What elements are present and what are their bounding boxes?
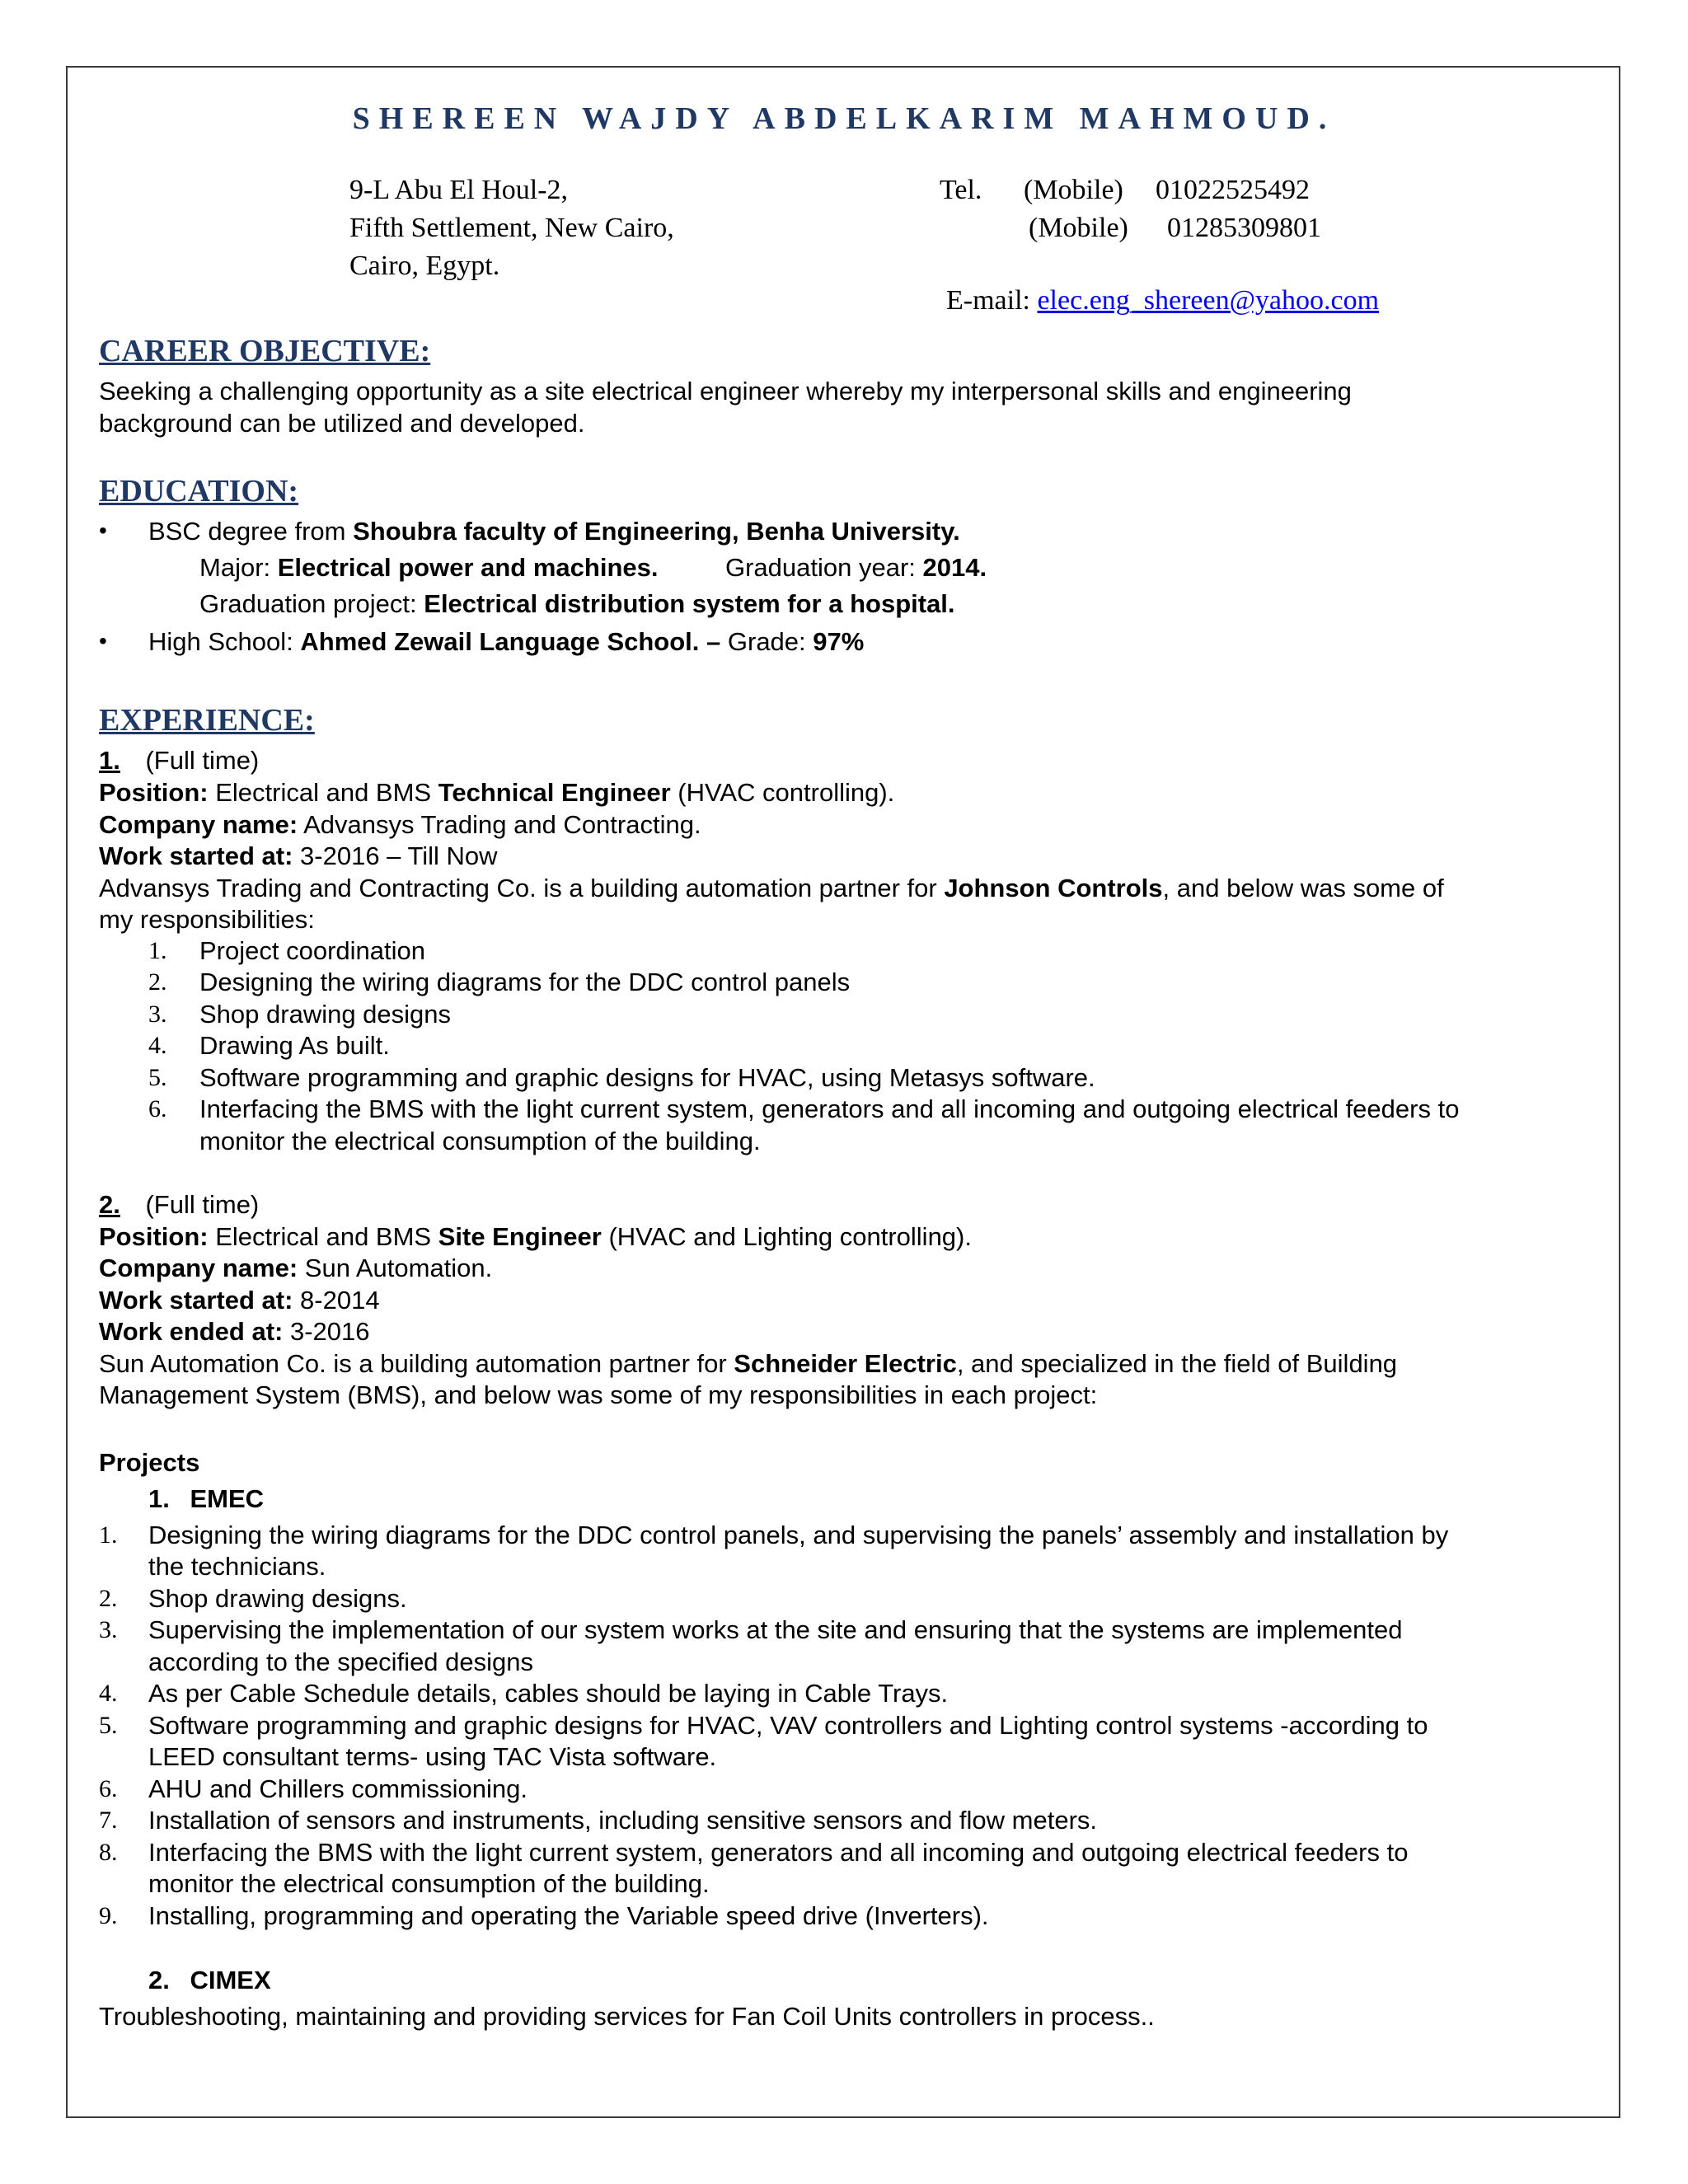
job2-desc-post: , and specialized in the field of Building bbox=[956, 1349, 1398, 1378]
project1-item-number: 1. bbox=[99, 1521, 118, 1549]
job1-position-pre: Electrical and BMS bbox=[208, 778, 438, 807]
project1-item-line: Installation of sensors and instruments, including sensitive sensors and flow meters. bbox=[148, 1806, 1098, 1835]
project1-item-line: the technicians. bbox=[148, 1552, 326, 1581]
job1-description bbox=[99, 874, 1444, 903]
phone-1-label: (Mobile) bbox=[1024, 175, 1123, 205]
project1-item-line: Designing the wiring diagrams for the DDC control panels, and supervising the panels’ assembly and installation by bbox=[148, 1521, 1449, 1549]
job1-position-title: Technical Engineer bbox=[438, 778, 671, 807]
grade-value: 97% bbox=[813, 627, 865, 656]
job2-desc-partner: Schneider Electric bbox=[734, 1349, 957, 1378]
job1-resp-number: 6. bbox=[148, 1095, 167, 1122]
bullet-icon: • bbox=[99, 518, 107, 543]
address-line-2: Fifth Settlement, New Cairo, bbox=[349, 213, 674, 243]
job2-position-pre: Electrical and BMS bbox=[208, 1222, 438, 1251]
job1-position-label: Position: bbox=[99, 778, 209, 807]
education-heading: EDUCATION: bbox=[99, 474, 299, 509]
education-high-school bbox=[148, 627, 864, 657]
career-objective-line-2: background can be utilized and developed. bbox=[99, 409, 585, 438]
job1-company-label: Company name: bbox=[99, 810, 298, 839]
bsc-prefix: BSC degree from bbox=[148, 517, 354, 546]
job1-resp-number: 4. bbox=[148, 1032, 167, 1059]
major-label: Major: bbox=[199, 553, 278, 582]
project1-item-line: Installing, programming and operating the Variable speed drive (Inverters). bbox=[148, 1901, 989, 1930]
job2-desc-pre: Sun Automation Co. is a building automation partner for bbox=[99, 1349, 734, 1378]
job1-resp-item: Drawing As built. bbox=[199, 1031, 390, 1060]
phone-2-label: (Mobile) bbox=[1029, 213, 1128, 243]
job2-company-label: Company name: bbox=[99, 1254, 298, 1282]
project1-item-number: 9. bbox=[99, 1902, 118, 1929]
job2-started-value: 8-2014 bbox=[293, 1286, 380, 1315]
hs-value: Ahmed Zewail Language School. – bbox=[300, 627, 721, 656]
job1-number: 1. bbox=[99, 746, 120, 775]
job1-resp-number: 5. bbox=[148, 1064, 167, 1091]
project1-item-line: Interfacing the BMS with the light current system, generators and all incoming and outgoing electrical feeders to bbox=[148, 1838, 1409, 1867]
bullet-icon: • bbox=[99, 628, 107, 654]
job2-number: 2. bbox=[99, 1190, 120, 1219]
project1-item-line: Supervising the implementation of our system works at the site and ensuring that the systems are implemented bbox=[148, 1615, 1403, 1644]
project-label: Graduation project: bbox=[199, 589, 424, 618]
project1-item-number: 8. bbox=[99, 1839, 118, 1866]
job2-started bbox=[99, 1286, 380, 1315]
job1-position bbox=[99, 778, 894, 808]
grad-year-label: Graduation year: bbox=[725, 553, 923, 582]
candidate-name: SHEREEN WAJDY ABDELKARIM MAHMOUD. bbox=[352, 101, 1336, 136]
email-row bbox=[946, 285, 1379, 316]
job1-desc-partner: Johnson Controls bbox=[944, 874, 1163, 902]
project1-item-number: 2. bbox=[99, 1585, 118, 1612]
phone-2-number: 01285309801 bbox=[1167, 213, 1321, 243]
project1-item-number: 7. bbox=[99, 1807, 118, 1834]
job2-type: (Full time) bbox=[145, 1190, 260, 1219]
job2-header bbox=[99, 1190, 259, 1220]
job1-started-label: Work started at: bbox=[99, 841, 293, 870]
project2-name: CIMEX bbox=[190, 1966, 271, 1994]
job1-resp-number: 1. bbox=[148, 937, 167, 964]
education-bsc bbox=[148, 517, 960, 546]
education-project bbox=[199, 589, 955, 619]
job1-header bbox=[99, 746, 259, 776]
job2-position-post: (HVAC and Lighting controlling). bbox=[601, 1222, 972, 1251]
address-line-3: Cairo, Egypt. bbox=[349, 251, 500, 281]
address-line-1: 9-L Abu El Houl-2, bbox=[349, 175, 569, 205]
job2-started-label: Work started at: bbox=[99, 1286, 293, 1315]
project1-item-line: Shop drawing designs. bbox=[148, 1584, 407, 1613]
job1-desc-pre: Advansys Trading and Contracting Co. is a building automation partner for bbox=[99, 874, 945, 902]
job1-company bbox=[99, 810, 701, 840]
project1-item-number: 6. bbox=[99, 1775, 118, 1802]
job1-resp-item: Designing the wiring diagrams for the DDC control panels bbox=[199, 968, 851, 996]
job1-resp-item-continued: monitor the electrical consumption of the building. bbox=[199, 1127, 761, 1155]
projects-heading: Projects bbox=[99, 1448, 200, 1477]
job2-company-value: Sun Automation. bbox=[298, 1254, 493, 1282]
job1-resp-number: 3. bbox=[148, 1001, 167, 1028]
job1-resp-item: Interfacing the BMS with the light current system, generators and all incoming and outgoing electrical feeders to bbox=[199, 1094, 1460, 1123]
project1-item-number: 3. bbox=[99, 1616, 118, 1643]
project2-description: Troubleshooting, maintaining and providing services for Fan Coil Units controllers in process.. bbox=[99, 2002, 1155, 2031]
education-major bbox=[199, 553, 658, 583]
project1-item-line: AHU and Chillers commissioning. bbox=[148, 1774, 528, 1803]
project2-number: 2. bbox=[148, 1966, 170, 1994]
job1-resp-item: Software programming and graphic designs for HVAC, using Metasys software. bbox=[199, 1063, 1095, 1092]
project2-title bbox=[148, 1966, 271, 1995]
career-objective-heading: CAREER OBJECTIVE: bbox=[99, 334, 431, 368]
job2-ended-label: Work ended at: bbox=[99, 1317, 284, 1346]
job2-position-title: Site Engineer bbox=[438, 1222, 602, 1251]
project1-item-line: As per Cable Schedule details, cables should be laying in Cable Trays. bbox=[148, 1679, 949, 1708]
job2-company bbox=[99, 1254, 492, 1283]
education-grad-year bbox=[725, 553, 987, 583]
job1-position-post: (HVAC controlling). bbox=[670, 778, 895, 807]
project1-item-line: according to the specified designs bbox=[148, 1647, 534, 1676]
project1-name: EMEC bbox=[190, 1484, 265, 1513]
project1-number: 1. bbox=[148, 1484, 170, 1513]
grad-year-value: 2014. bbox=[922, 553, 987, 582]
project1-item-line: LEED consultant terms- using TAC Vista software. bbox=[148, 1742, 717, 1771]
job2-position bbox=[99, 1222, 972, 1252]
job1-resp-item: Project coordination bbox=[199, 936, 425, 965]
bsc-school: Shoubra faculty of Engineering, Benha University. bbox=[353, 517, 960, 546]
tel-label: Tel. bbox=[940, 175, 982, 205]
job2-description bbox=[99, 1349, 1397, 1379]
job1-description-line-2: my responsibilities: bbox=[99, 905, 315, 934]
job1-type: (Full time) bbox=[145, 746, 260, 775]
experience-heading: EXPERIENCE: bbox=[99, 703, 315, 738]
project1-title bbox=[148, 1484, 264, 1514]
job1-started bbox=[99, 841, 498, 871]
job1-company-value: Advansys Trading and Contracting. bbox=[298, 810, 701, 839]
major-value: Electrical power and machines. bbox=[277, 553, 659, 582]
job1-started-value: 3-2016 – Till Now bbox=[293, 841, 498, 870]
project-value: Electrical distribution system for a hospital. bbox=[424, 589, 955, 618]
hs-label: High School: bbox=[148, 627, 301, 656]
email-label: E-mail: bbox=[946, 285, 1030, 316]
job2-ended-value: 3-2016 bbox=[283, 1317, 370, 1346]
job2-position-label: Position: bbox=[99, 1222, 209, 1251]
career-objective-line-1: Seeking a challenging opportunity as a site electrical engineer whereby my interpersonal skills and engineering bbox=[99, 377, 1352, 405]
project1-item-line: monitor the electrical consumption of the building. bbox=[148, 1869, 710, 1898]
email-link[interactable]: elec.eng_shereen@yahoo.com bbox=[1037, 285, 1380, 316]
project1-item-number: 4. bbox=[99, 1680, 118, 1707]
job1-resp-number: 2. bbox=[148, 968, 167, 996]
project1-item-line: Software programming and graphic designs for HVAC, VAV controllers and Lighting control systems -according to bbox=[148, 1711, 1428, 1740]
job2-ended bbox=[99, 1317, 369, 1347]
job1-desc-post: , and below was some of bbox=[1162, 874, 1444, 902]
project1-item-number: 5. bbox=[99, 1712, 118, 1739]
job1-resp-item: Shop drawing designs bbox=[199, 1000, 452, 1029]
phone-1-number: 01022525492 bbox=[1156, 175, 1310, 205]
job2-description-line-2: Management System (BMS), and below was some of my responsibilities in each project: bbox=[99, 1380, 1098, 1409]
grade-label: Grade: bbox=[720, 627, 814, 656]
